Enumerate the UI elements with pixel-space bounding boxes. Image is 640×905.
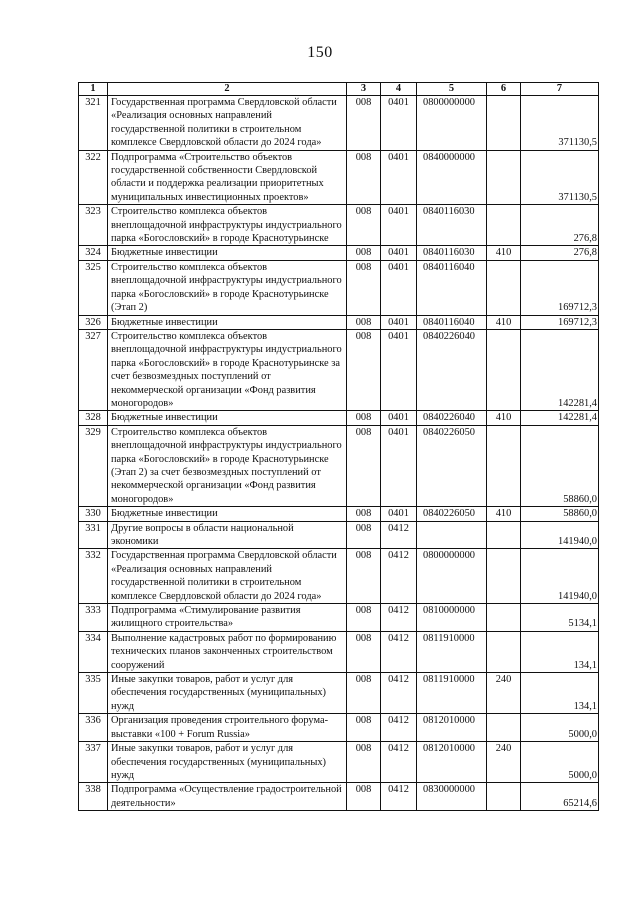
- row-name: Бюджетные инвестиции: [108, 315, 347, 329]
- row-number: 331: [79, 521, 108, 549]
- row-amount: 169712,3: [521, 260, 599, 315]
- row-amount: 276,8: [521, 246, 599, 260]
- row-number: 336: [79, 714, 108, 742]
- row-number: 323: [79, 205, 108, 246]
- row-expense-type: 410: [487, 315, 521, 329]
- row-number: 335: [79, 673, 108, 714]
- row-section-code: 0401: [381, 260, 417, 315]
- row-expense-type: [487, 150, 521, 205]
- table-row: [79, 260, 599, 315]
- row-expense-type: [487, 604, 521, 632]
- row-name: Выполнение кадастровых работ по формированию технических планов законченных строительством сооружений: [108, 631, 347, 672]
- row-section-code: 0412: [381, 521, 417, 549]
- row-name: Строительство комплекса объектов внеплощадочной инфраструктуры индустриального парка «Богословский» в городе Краснотурьинске (Этап 2): [108, 260, 347, 315]
- table-row: [79, 96, 599, 151]
- row-name: Иные закупки товаров, работ и услуг для обеспечения государственных (муниципальных) нужд: [108, 742, 347, 783]
- row-amount: 142281,4: [521, 411, 599, 425]
- row-name: Подпрограмма «Строительство объектов государственной собственности Свердловской области и поддержка реализации приоритетных муниципальных инвестиционных проектов»: [108, 150, 347, 205]
- row-number: 338: [79, 783, 108, 811]
- row-number: 327: [79, 329, 108, 410]
- row-section-code: 0401: [381, 411, 417, 425]
- row-number: 328: [79, 411, 108, 425]
- row-number: 334: [79, 631, 108, 672]
- row-department-code: 008: [347, 205, 381, 246]
- column-header: 5: [417, 83, 487, 96]
- row-amount: 169712,3: [521, 315, 599, 329]
- row-number: 322: [79, 150, 108, 205]
- column-header: 2: [108, 83, 347, 96]
- row-number: 337: [79, 742, 108, 783]
- table-row: [79, 150, 599, 205]
- row-number: 330: [79, 507, 108, 521]
- row-section-code: 0412: [381, 742, 417, 783]
- row-target-code: [417, 521, 487, 549]
- table-row: [79, 329, 599, 410]
- row-number: 325: [79, 260, 108, 315]
- row-section-code: 0401: [381, 150, 417, 205]
- row-expense-type: [487, 521, 521, 549]
- row-section-code: 0401: [381, 425, 417, 506]
- row-department-code: 008: [347, 246, 381, 260]
- table-row: [79, 549, 599, 604]
- row-target-code: 0810000000: [417, 604, 487, 632]
- row-name: Строительство комплекса объектов внеплощадочной инфраструктуры индустриального парка «Богословский» в городе Краснотурьинске (Этап 2) за счет безвозмездных поступлений от некоммерческой организации «Фонд развития моногородов»: [108, 425, 347, 506]
- row-target-code: 0840116030: [417, 246, 487, 260]
- row-department-code: 008: [347, 549, 381, 604]
- row-target-code: 0812010000: [417, 742, 487, 783]
- row-name: Подпрограмма «Осуществление градостроительной деятельности»: [108, 783, 347, 811]
- table-row: [79, 673, 599, 714]
- table-row: [79, 205, 599, 246]
- row-target-code: 0811910000: [417, 631, 487, 672]
- row-amount: 141940,0: [521, 549, 599, 604]
- row-expense-type: [487, 783, 521, 811]
- row-section-code: 0412: [381, 673, 417, 714]
- row-department-code: 008: [347, 411, 381, 425]
- row-amount: 276,8: [521, 205, 599, 246]
- row-amount: 141940,0: [521, 521, 599, 549]
- row-section-code: 0412: [381, 604, 417, 632]
- row-amount: 134,1: [521, 673, 599, 714]
- table-row: [79, 315, 599, 329]
- row-target-code: 0811910000: [417, 673, 487, 714]
- column-header: 7: [521, 83, 599, 96]
- table-row: [79, 783, 599, 811]
- row-name: Строительство комплекса объектов внеплощадочной инфраструктуры индустриального парка «Богословский» в городе Краснотурьинске за счет безвозмездных поступлений от некоммерческой организации «Фонд развития моногородов»: [108, 329, 347, 410]
- row-expense-type: 240: [487, 742, 521, 783]
- row-department-code: 008: [347, 783, 381, 811]
- row-amount: 5134,1: [521, 604, 599, 632]
- row-name: Бюджетные инвестиции: [108, 246, 347, 260]
- row-department-code: 008: [347, 315, 381, 329]
- table-row: [79, 246, 599, 260]
- row-target-code: 0812010000: [417, 714, 487, 742]
- row-expense-type: 240: [487, 673, 521, 714]
- row-section-code: 0412: [381, 549, 417, 604]
- row-number: 329: [79, 425, 108, 506]
- row-number: 326: [79, 315, 108, 329]
- row-amount: 5000,0: [521, 714, 599, 742]
- row-number: 332: [79, 549, 108, 604]
- row-department-code: 008: [347, 521, 381, 549]
- row-amount: 371130,5: [521, 96, 599, 151]
- row-target-code: 0800000000: [417, 96, 487, 151]
- row-name: Подпрограмма «Стимулирование развития жилищного строительства»: [108, 604, 347, 632]
- row-name: Государственная программа Свердловской области «Реализация основных направлений государственной политики в строительном комплексе Свердловской области до 2024 года»: [108, 549, 347, 604]
- row-amount: 371130,5: [521, 150, 599, 205]
- row-department-code: 008: [347, 150, 381, 205]
- row-expense-type: 410: [487, 411, 521, 425]
- page-number: 150: [307, 44, 333, 61]
- table-row: [79, 714, 599, 742]
- row-department-code: 008: [347, 673, 381, 714]
- row-department-code: 008: [347, 260, 381, 315]
- table-row: [79, 507, 599, 521]
- row-target-code: 0840226040: [417, 411, 487, 425]
- row-department-code: 008: [347, 631, 381, 672]
- row-section-code: 0401: [381, 205, 417, 246]
- row-name: Иные закупки товаров, работ и услуг для обеспечения государственных (муниципальных) нужд: [108, 673, 347, 714]
- row-name: Другие вопросы в области национальной экономики: [108, 521, 347, 549]
- row-expense-type: 410: [487, 507, 521, 521]
- row-expense-type: [487, 329, 521, 410]
- row-target-code: 0840226050: [417, 425, 487, 506]
- row-expense-type: [487, 631, 521, 672]
- table-row: [79, 411, 599, 425]
- row-target-code: 0840226050: [417, 507, 487, 521]
- row-expense-type: [487, 96, 521, 151]
- row-name: Организация проведения строительного форума-выставки «100 + Forum Russia»: [108, 714, 347, 742]
- column-header: 6: [487, 83, 521, 96]
- column-header: 1: [79, 83, 108, 96]
- row-name: Государственная программа Свердловской области «Реализация основных направлений государственной политики в строительном комплексе Свердловской области до 2024 года»: [108, 96, 347, 151]
- row-number: 321: [79, 96, 108, 151]
- row-number: 333: [79, 604, 108, 632]
- row-expense-type: 410: [487, 246, 521, 260]
- row-name: Строительство комплекса объектов внеплощадочной инфраструктуры индустриального парка «Богословский» в городе Краснотурьинске: [108, 205, 347, 246]
- row-department-code: 008: [347, 742, 381, 783]
- row-section-code: 0401: [381, 315, 417, 329]
- row-expense-type: [487, 425, 521, 506]
- row-section-code: 0412: [381, 714, 417, 742]
- row-target-code: 0840116030: [417, 205, 487, 246]
- row-section-code: 0401: [381, 246, 417, 260]
- row-department-code: 008: [347, 96, 381, 151]
- row-section-code: 0401: [381, 329, 417, 410]
- row-amount: 5000,0: [521, 742, 599, 783]
- table-row: [79, 604, 599, 632]
- row-department-code: 008: [347, 714, 381, 742]
- table-row: [79, 521, 599, 549]
- row-number: 324: [79, 246, 108, 260]
- row-amount: 58860,0: [521, 425, 599, 506]
- row-department-code: 008: [347, 329, 381, 410]
- row-target-code: 0830000000: [417, 783, 487, 811]
- column-header: 4: [381, 83, 417, 96]
- budget-table: [78, 82, 599, 811]
- row-amount: 142281,4: [521, 329, 599, 410]
- row-expense-type: [487, 714, 521, 742]
- row-department-code: 008: [347, 507, 381, 521]
- row-target-code: 0840226040: [417, 329, 487, 410]
- row-expense-type: [487, 260, 521, 315]
- column-header: 3: [347, 83, 381, 96]
- row-name: Бюджетные инвестиции: [108, 411, 347, 425]
- table-row: [79, 631, 599, 672]
- row-section-code: 0412: [381, 631, 417, 672]
- row-amount: 58860,0: [521, 507, 599, 521]
- row-name: Бюджетные инвестиции: [108, 507, 347, 521]
- header-row: [79, 83, 599, 96]
- row-amount: 134,1: [521, 631, 599, 672]
- table-row: [79, 742, 599, 783]
- row-section-code: 0412: [381, 783, 417, 811]
- row-section-code: 0401: [381, 96, 417, 151]
- row-section-code: 0401: [381, 507, 417, 521]
- row-expense-type: [487, 549, 521, 604]
- table-row: [79, 425, 599, 506]
- row-target-code: 0840116040: [417, 260, 487, 315]
- row-expense-type: [487, 205, 521, 246]
- row-target-code: 0840000000: [417, 150, 487, 205]
- row-target-code: 0840116040: [417, 315, 487, 329]
- row-department-code: 008: [347, 425, 381, 506]
- row-target-code: 0800000000: [417, 549, 487, 604]
- row-department-code: 008: [347, 604, 381, 632]
- row-amount: 65214,6: [521, 783, 599, 811]
